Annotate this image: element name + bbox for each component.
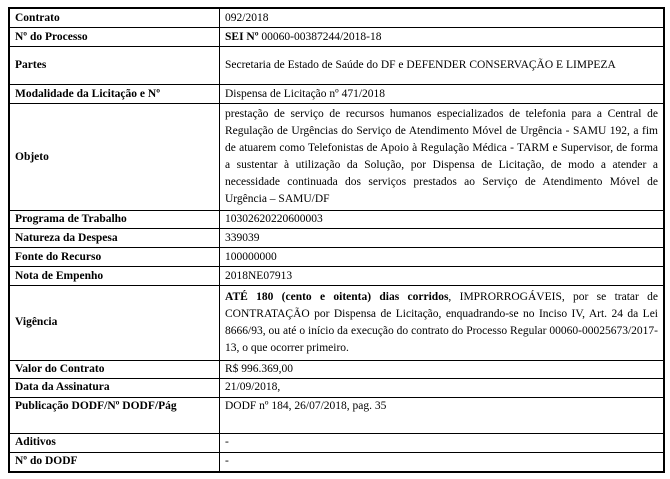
label-processo: Nº do Processo [10, 28, 220, 47]
label-objeto: Objeto [10, 104, 220, 211]
table-row-fonte [10, 248, 664, 267]
table-row-valor [10, 360, 664, 378]
value-aditivos: - [220, 433, 664, 452]
label-publicacao: Publicação DODF/Nº DODF/Pág [10, 397, 220, 433]
table-row-objeto [10, 104, 664, 211]
value-natureza: 339039 [220, 229, 664, 248]
table-row-empenho [10, 267, 664, 285]
value-contrato: 092/2018 [220, 9, 664, 28]
table-row-vigencia [10, 285, 664, 360]
label-partes: Partes [10, 47, 220, 85]
value-assinatura: 21/09/2018, [220, 378, 664, 397]
value-processo-prefix: SEI Nº [225, 30, 259, 43]
label-valor: Valor do Contrato [10, 360, 220, 378]
table-row-contrato [10, 9, 664, 28]
value-vigencia-text: , IMPRORROGÁVEIS, por se tratar de CONTRATAÇÃO por Dispensa de Licitação, enquadrando-se no Inciso IV, Art. 24 da Lei 8666/93, ou até o início da execução do contrato do Processo Regular 00060-00025673/2017-13, o que ocorrer primeiro. [225, 290, 658, 354]
table-row-natureza [10, 229, 664, 248]
table-row-ndodf [10, 452, 664, 471]
label-modalidade: Modalidade da Licitação e Nº [10, 85, 220, 104]
value-ndodf: - [220, 452, 664, 471]
label-natureza: Natureza da Despesa [10, 229, 220, 248]
label-contrato: Contrato [10, 9, 220, 28]
label-fonte: Fonte do Recurso [10, 248, 220, 267]
value-programa: 10302620220600003 [220, 211, 664, 229]
table-row-programa [10, 211, 664, 229]
label-ndodf: Nº do DODF [10, 452, 220, 471]
label-empenho: Nota de Empenho [10, 267, 220, 285]
value-vigencia [220, 285, 664, 360]
value-vigencia-bold: ATÉ 180 (cento e oitenta) dias corridos [225, 290, 449, 303]
value-publicacao: DODF nº 184, 26/07/2018, pag. 35 [220, 397, 664, 433]
value-empenho: 2018NE07913 [220, 267, 664, 285]
contract-summary-table-container [8, 7, 665, 473]
value-processo [220, 28, 664, 47]
table-row-assinatura [10, 378, 664, 397]
value-objeto: prestação de serviço de recursos humanos especializados de telefonia para a Central de Regulação de Urgências do Serviço de Atendimento Móvel de Urgência - SAMU 192, a fim de atuarem como Telefonistas de Apoio à Regulação Médica - TARM e Supervisor, de forma a sustentar à utilização da Solução, por Dispensa de Licitação, de modo a atender a necessidade continuada dos serviços prestados ao Serviço de Atendimento Móvel de Urgência – SAMU/DF [220, 104, 664, 211]
value-fonte: 100000000 [220, 248, 664, 267]
value-processo-number: 00060-00387244/2018-18 [258, 30, 382, 43]
label-aditivos: Aditivos [10, 433, 220, 452]
value-valor: R$ 996.369,00 [220, 360, 664, 378]
table-row-publicacao [10, 397, 664, 433]
label-vigencia: Vigência [10, 285, 220, 360]
contract-summary-table [9, 8, 664, 472]
label-programa: Programa de Trabalho [10, 211, 220, 229]
table-row-modalidade [10, 85, 664, 104]
table-row-processo [10, 28, 664, 47]
value-modalidade: Dispensa de Licitação nº 471/2018 [220, 85, 664, 104]
table-row-aditivos [10, 433, 664, 452]
table-row-partes [10, 47, 664, 85]
label-assinatura: Data da Assinatura [10, 378, 220, 397]
value-partes: Secretaria de Estado de Saúde do DF e DEFENDER CONSERVAÇÃO E LIMPEZA [220, 47, 664, 85]
